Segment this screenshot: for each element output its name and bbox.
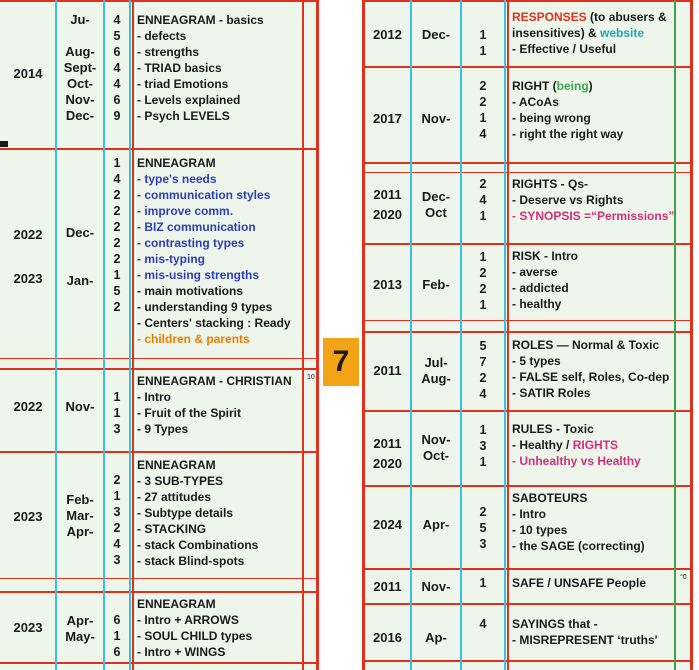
month-cell: Ju- Aug- Sept- Oct- Nov- Dec- (63, 12, 97, 123)
topic-line (512, 192, 674, 208)
month-cell: Jul- Aug- (421, 355, 451, 386)
topic-line: - Levels explained (137, 93, 241, 107)
topic-text: - addicted (512, 281, 569, 295)
topic-text: RISK - Intro (512, 249, 578, 263)
page-mark: °0 (680, 574, 687, 581)
month-cell: Feb- Mar- Apr- (66, 492, 94, 539)
topic-line: - Intro + ARROWS (137, 613, 239, 627)
month-cell: Nov- (421, 579, 451, 594)
year-cell: 2011 (373, 363, 402, 378)
left-column-line (129, 0, 131, 670)
topic-line: ENNEAGRAM (137, 156, 216, 170)
topic-line: - Fruit of the Spirit (137, 406, 241, 420)
topic-list (512, 248, 578, 312)
topic-text: website (600, 26, 645, 40)
topic-line: ENNEAGRAM (137, 597, 216, 611)
month-cell: Ap- (425, 630, 447, 645)
topic-line (512, 632, 658, 648)
year-cell: 2013 (373, 277, 402, 292)
topic-line (512, 176, 674, 192)
topic-text: RULES - Toxic (512, 422, 594, 436)
count-cell: 1 2 2 1 (479, 250, 487, 312)
topic-line: - stack Blind-spots (137, 554, 245, 568)
month-cell: Feb- (422, 277, 450, 292)
topic-text: - averse (512, 265, 558, 279)
topic-line: - contrasting types (137, 236, 245, 250)
topic-line: - Intro + WINGS (137, 645, 226, 659)
month-cell: Dec- (421, 27, 451, 42)
topic-text: SAYINGS that - (512, 617, 598, 631)
topic-text: - healthy (512, 297, 562, 311)
topic-line: - 9 Types (137, 422, 189, 436)
topic-text: RIGHTS - Qs- (512, 177, 589, 191)
topic-line (512, 538, 645, 554)
left-row-divider (0, 578, 318, 579)
topic-line (512, 575, 646, 591)
topic-line: - Subtype details (137, 506, 234, 520)
year-cell: 2011 2020 (373, 436, 402, 471)
topic-line (512, 280, 578, 296)
topic-text: - 10 types (512, 523, 568, 537)
topic-line: - children & parents (137, 332, 250, 346)
topic-line (512, 25, 667, 41)
topic-line (512, 616, 658, 632)
topic-text: - 5 types (512, 354, 561, 368)
count-cell: 1 1 (479, 28, 487, 58)
left-row-divider (0, 662, 318, 664)
topic-line (512, 41, 667, 57)
topic-line: - BIZ communication (137, 220, 256, 234)
count-cell: 2 1 3 2 4 3 (113, 473, 121, 567)
topic-list (137, 373, 292, 437)
topic-line: ENNEAGRAM - basics (137, 13, 264, 27)
count-cell: 2 4 1 (479, 177, 487, 223)
right-column-line (507, 0, 509, 670)
topic-list (512, 421, 641, 469)
month-cell: Nov- Oct- (421, 432, 451, 463)
right-column-line (674, 0, 676, 670)
right-border-line (362, 0, 365, 670)
topic-list (137, 12, 264, 124)
month-cell: Nov- (421, 111, 451, 126)
topic-list (512, 176, 674, 224)
topic-line: - stack Combinations (137, 538, 259, 552)
count-cell: 5 7 2 4 (479, 339, 487, 401)
topic-line: - 27 attitudes (137, 490, 212, 504)
left-row-divider (0, 591, 318, 593)
year-cell: 2011 (373, 579, 402, 594)
topic-line (512, 421, 641, 437)
month-cell: Dec- Jan- (65, 225, 95, 288)
topic-line: - STACKING (137, 522, 207, 536)
topic-text: - FALSE self, Roles, Co-dep (512, 370, 670, 384)
topic-list (512, 616, 658, 648)
topic-list (512, 490, 645, 554)
topic-line (512, 9, 667, 25)
topic-line: - improve comm. (137, 204, 234, 218)
topic-line: - TRIAD basics (137, 61, 222, 75)
topic-line (512, 296, 578, 312)
topic-line (512, 337, 669, 353)
topic-text: (to abusers & (586, 10, 667, 24)
page-mark: 10 (307, 374, 315, 381)
count-cell: 4 5 6 4 4 6 9 (113, 13, 121, 123)
topic-line (512, 264, 578, 280)
left-row-divider (0, 451, 318, 453)
count-cell: 2 2 1 4 (479, 79, 487, 141)
topic-list (512, 78, 623, 142)
topic-text: SABOTEURS (512, 491, 588, 505)
topic-line (512, 110, 623, 126)
topic-text: RESPONSES (512, 10, 587, 24)
topic-text: - ACoAs (512, 95, 559, 109)
topic-text: - Intro (512, 507, 546, 521)
left-row-divider (0, 0, 318, 2)
month-cell: Apr- (422, 517, 450, 532)
topic-list (137, 596, 252, 660)
topic-text: - MISREPRESENT ‘truths' (512, 633, 658, 647)
topic-line: - understanding 9 types (137, 300, 273, 314)
topic-line: - Centers' stacking : Ready (137, 316, 291, 330)
topic-line: - main motivations (137, 284, 244, 298)
left-row-divider (0, 358, 318, 359)
topic-line (512, 353, 669, 369)
topic-text: RIGHT ( (512, 79, 557, 93)
left-row-divider (0, 148, 318, 150)
topic-line: - communication styles (137, 188, 271, 202)
topic-list (512, 337, 669, 401)
left-row-divider (0, 368, 318, 370)
topic-line (512, 369, 669, 385)
year-cell: 2023 (13, 509, 43, 524)
left-border-line (316, 0, 319, 670)
count-cell: 1 4 2 2 2 2 2 1 5 2 (113, 156, 121, 314)
topic-line: - mis-typing (137, 252, 205, 266)
topic-line (512, 506, 645, 522)
count-cell: 1 (479, 576, 487, 590)
topic-line (512, 94, 623, 110)
topic-text: insensitives) & (512, 26, 601, 40)
topic-text: - Healthy / (512, 438, 573, 452)
topic-text: SAFE / UNSAFE People (512, 576, 647, 590)
topic-list (137, 155, 291, 347)
right-border-line (690, 0, 693, 670)
year-cell: 2022 2023 (13, 227, 43, 286)
year-cell: 2017 (373, 111, 402, 126)
topic-line (512, 453, 641, 469)
right-column-line (504, 0, 506, 670)
year-cell: 2024 (373, 517, 402, 532)
topic-text: RIGHTS (572, 438, 619, 452)
page-number: 7 (323, 338, 359, 386)
topic-line (512, 78, 623, 94)
topic-text: - the SAGE (correcting) (512, 539, 645, 553)
count-cell: 6 1 6 (113, 613, 121, 659)
topic-line: ENNEAGRAM (137, 458, 216, 472)
year-cell: 2014 (13, 66, 43, 81)
topic-text: - being wrong (512, 111, 591, 125)
left-section-bar (0, 141, 8, 147)
left-column-line (302, 0, 304, 670)
count-cell: 2 5 3 (479, 505, 487, 551)
topic-line (512, 522, 645, 538)
topic-text: - Deserve vs Rights (512, 193, 624, 207)
topic-line: - strengths (137, 45, 200, 59)
topic-text: ) (588, 79, 593, 93)
topic-line: - type's needs (137, 172, 217, 186)
left-column-line (132, 0, 134, 670)
topic-text: - SATIR Roles (512, 386, 591, 400)
topic-text: - Effective / Useful (512, 42, 617, 56)
topic-list (512, 575, 646, 591)
topic-line (512, 248, 578, 264)
month-cell: Apr- May- (65, 613, 95, 644)
year-cell: 2022 (13, 399, 43, 414)
topic-list (137, 457, 258, 569)
year-cell: 2023 (13, 620, 43, 635)
topic-line (512, 208, 674, 224)
topic-line: - 3 SUB-TYPES (137, 474, 224, 488)
year-cell: 2016 (373, 630, 402, 645)
count-cell: 4 (479, 617, 487, 631)
topic-line: ENNEAGRAM - CHRISTIAN (137, 374, 292, 388)
topic-line: - SOUL CHILD types (137, 629, 253, 643)
count-cell: 1 3 1 (479, 423, 487, 469)
month-cell: Nov- (65, 399, 95, 414)
topic-line (512, 126, 623, 142)
topic-list (512, 9, 667, 57)
topic-line: - Psych LEVELS (137, 109, 230, 123)
topic-line (512, 437, 641, 453)
topic-text: ROLES — Normal & Toxic (512, 338, 660, 352)
month-cell: Dec- Oct (421, 189, 451, 220)
topic-text: being (556, 79, 589, 93)
year-cell: 2012 (373, 27, 402, 42)
topic-line: - defects (137, 29, 187, 43)
topic-text: - Unhealthy vs Healthy (512, 454, 641, 468)
year-cell: 2011 2020 (373, 187, 402, 222)
topic-line: - triad Emotions (137, 77, 229, 91)
count-cell: 1 1 3 (113, 390, 121, 436)
topic-line: - mis-using strengths (137, 268, 260, 282)
right-column-line (410, 0, 412, 670)
topic-line: - Intro (137, 390, 171, 404)
topic-line (512, 385, 669, 401)
topic-line (512, 490, 645, 506)
topic-text: - SYNOPSIS =“Permissions” (512, 209, 675, 223)
topic-text: - right the right way (512, 127, 624, 141)
